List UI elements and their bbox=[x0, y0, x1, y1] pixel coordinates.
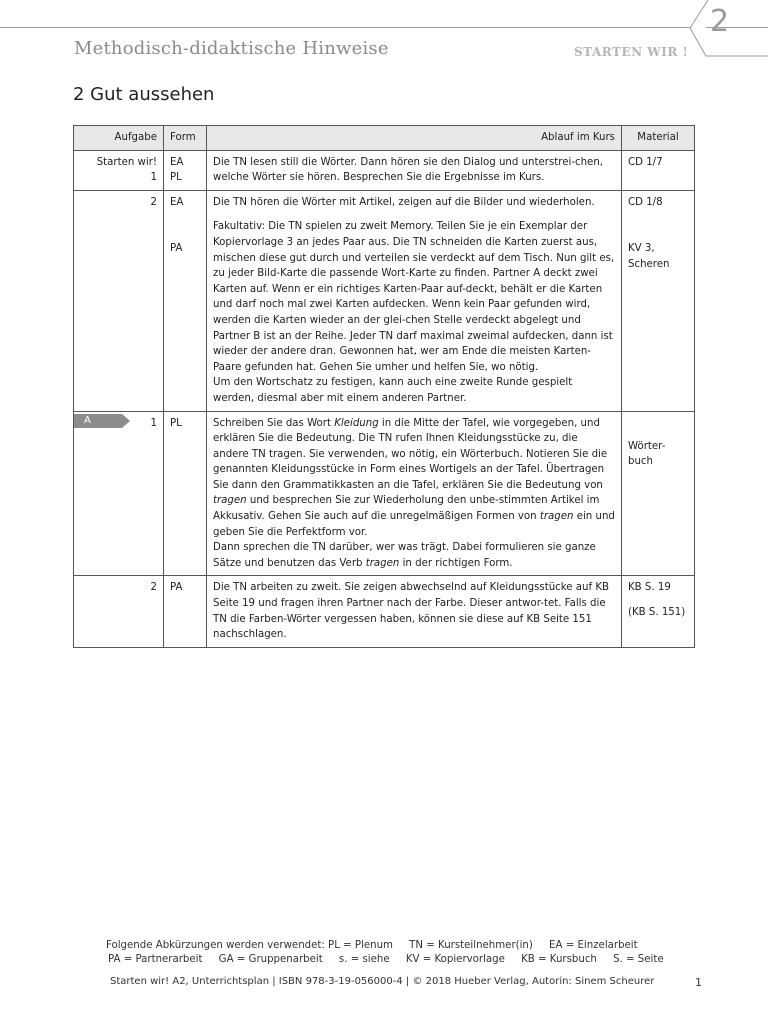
material-b: KV 3, Scheren bbox=[628, 243, 670, 270]
cell-form bbox=[164, 190, 207, 411]
ablauf-italic-word: tragen bbox=[213, 495, 247, 507]
cell-ablauf: Die TN arbeiten zu zweit. Sie zeigen abwechselnd auf Kleidungsstücke auf KB Seite 19 und fragen ihren Partner nach der Farbe. Dieser antwor-tet. Falls die TN die Farben-Wörter vergessen haben, können sie diese auf KB Seite 151 nachschlagen. bbox=[207, 576, 622, 647]
material-spacer bbox=[628, 416, 688, 439]
material-a: CD 1/8 bbox=[628, 196, 663, 208]
ablauf-part: ein und geben Sie die Perfektform vor. bbox=[213, 511, 615, 538]
ablauf-part: Dann sprechen die TN darüber, wer was trägt. Dabei formulieren sie ganze Sätze und benutzen das Verb bbox=[213, 542, 596, 569]
cell-form: EA PL bbox=[164, 150, 207, 190]
chapter-number: 2 bbox=[710, 4, 730, 39]
lesson-plan-table bbox=[73, 125, 695, 648]
ablauf-part: und besprechen Sie zur Wiederholung den unbe-stimmten Artikel im Akkusativ. Gehen Sie auch auf die unregelmäßigen Formen von bbox=[213, 495, 600, 523]
cell-aufgabe bbox=[74, 411, 164, 576]
form-spacer bbox=[170, 210, 200, 241]
table-row bbox=[74, 411, 695, 576]
badge-letter: A bbox=[84, 414, 91, 426]
ablauf-italic-word: tragen bbox=[365, 557, 400, 569]
table-row bbox=[74, 576, 695, 647]
cell-form: PL bbox=[164, 411, 207, 576]
cell-ablauf bbox=[207, 411, 622, 576]
cell-material bbox=[622, 576, 695, 647]
material-text: KB S. 19 bbox=[628, 582, 671, 594]
page-number: 1 bbox=[695, 976, 702, 989]
form-pa: PA bbox=[170, 243, 183, 255]
cell-material: CD 1/7 bbox=[622, 150, 695, 190]
aufgabe-number: 1 bbox=[150, 417, 157, 429]
material-text: (KB S. 151) bbox=[628, 607, 686, 619]
ablauf-part: Schreiben Sie das Wort bbox=[213, 417, 335, 429]
col-header-ablauf: Ablauf im Kurs bbox=[207, 126, 622, 151]
ablauf-part: in die Mitte der Tafel, wie vorgegeben, und erklären Sie die Bedeutung. Die TN rufen Ihnen Kleidungsstücke zu, die andere TN tragen. Sie verwenden, wo nötig, ein Wörterbuch. Notieren Sie die genannten Kleidungsstücke in Form eines Wortigels an der Tafel. Übertragen Sie dann den Grammatikkasten an die Tafel, erklären Sie die Bedeutung von bbox=[213, 417, 608, 491]
ablauf-part: in der richtigen Form. bbox=[399, 557, 513, 569]
ablauf-paragraph bbox=[213, 540, 615, 571]
table-row bbox=[74, 150, 695, 190]
cell-form: PA bbox=[164, 576, 207, 647]
cell-aufgabe: Starten wir! 1 bbox=[74, 150, 164, 190]
abbreviations-legend bbox=[106, 939, 664, 967]
material-text: Wörter- buch bbox=[628, 440, 666, 468]
cell-material bbox=[622, 190, 695, 411]
section-a-badge bbox=[74, 414, 130, 428]
col-header-form: Form bbox=[164, 126, 207, 151]
header-title: Methodisch-didaktische Hinweise bbox=[74, 38, 389, 59]
col-header-material: Material bbox=[622, 126, 695, 151]
abbreviations-line-1: Folgende Abkürzungen werden verwendet: PL = Plenum TN = Kursteilnehmer(in) EA = Einzelarbeit bbox=[106, 940, 638, 951]
cell-aufgabe: 2 bbox=[74, 576, 164, 647]
cell-ablauf: Die TN lesen still die Wörter. Dann hören sie den Dialog und unterstrei-chen, welche Wörter sie hören. Besprechen Sie die Ergebnisse im Kurs. bbox=[207, 150, 622, 190]
material-gap bbox=[628, 596, 688, 605]
publication-info: Starten wir! A2, Unterrichtsplan | ISBN 978-3-19-056000-4 | © 2018 Hueber Verlag, Autorin: Sinem Scheurer bbox=[110, 976, 655, 987]
ablauf-italic-word: Kleidung bbox=[334, 417, 379, 429]
ablauf-italic-word: tragen bbox=[539, 511, 574, 523]
header-rule bbox=[0, 27, 690, 28]
header-section-tab: STARTEN WIR ! bbox=[574, 45, 689, 59]
cell-material bbox=[622, 411, 695, 576]
cell-ablauf bbox=[207, 190, 622, 411]
lesson-title: 2 Gut aussehen bbox=[73, 84, 215, 105]
ablauf-gap bbox=[213, 210, 615, 219]
table-row bbox=[74, 190, 695, 411]
ablauf-text-b2: Um den Wortschatz zu festigen, kann auch eine zweite Runde gespielt werden, diesmal aber mit einem anderen Partner. bbox=[213, 377, 573, 404]
table-header-row bbox=[74, 126, 695, 151]
col-header-aufgabe: Aufgabe bbox=[74, 126, 164, 151]
material-spacer bbox=[628, 210, 688, 241]
abbreviations-line-2: PA = Partnerarbeit GA = Gruppenarbeit s. = siehe KV = Kopiervorlage KB = Kursbuch S. = Seite bbox=[108, 954, 664, 965]
ablauf-text-b: Fakultativ: Die TN spielen zu zweit Memory. Teilen Sie je ein Exemplar der Kopiervorlage 3 an jedes Paar aus. Die TN schneiden die Karten zuerst aus, mischen diese gut durch und verteilen sie verdeckt auf dem Tisch. Nun gilt es, zu jeder Bild-Karte die passende Wort-Karte zu finden. Partner A deckt zwei Karten auf. Wenn er ein richtiges Karten-Paar auf-deckt, behält er die Karten und darf noch mal zwei Karten aufdecken. Wenn kein Paar gefunden wird, werden die Karten wieder an der glei-chen Stelle verdeckt abgelegt und Partner B ist an der Reihe. Jeder TN darf maximal zweimal aufdecken, dann ist wieder der andere dran. Gewonnen hat, wer am Ende die meisten Karten-Paare gefunden hat. Gehen Sie umher und helfen Sie, wo nötig. bbox=[213, 221, 615, 373]
cell-aufgabe: 2 bbox=[74, 190, 164, 411]
form-ea: EA bbox=[170, 196, 184, 208]
ablauf-text-a: Die TN hören die Wörter mit Artikel, zeigen auf die Bilder und wiederholen. bbox=[213, 196, 595, 208]
